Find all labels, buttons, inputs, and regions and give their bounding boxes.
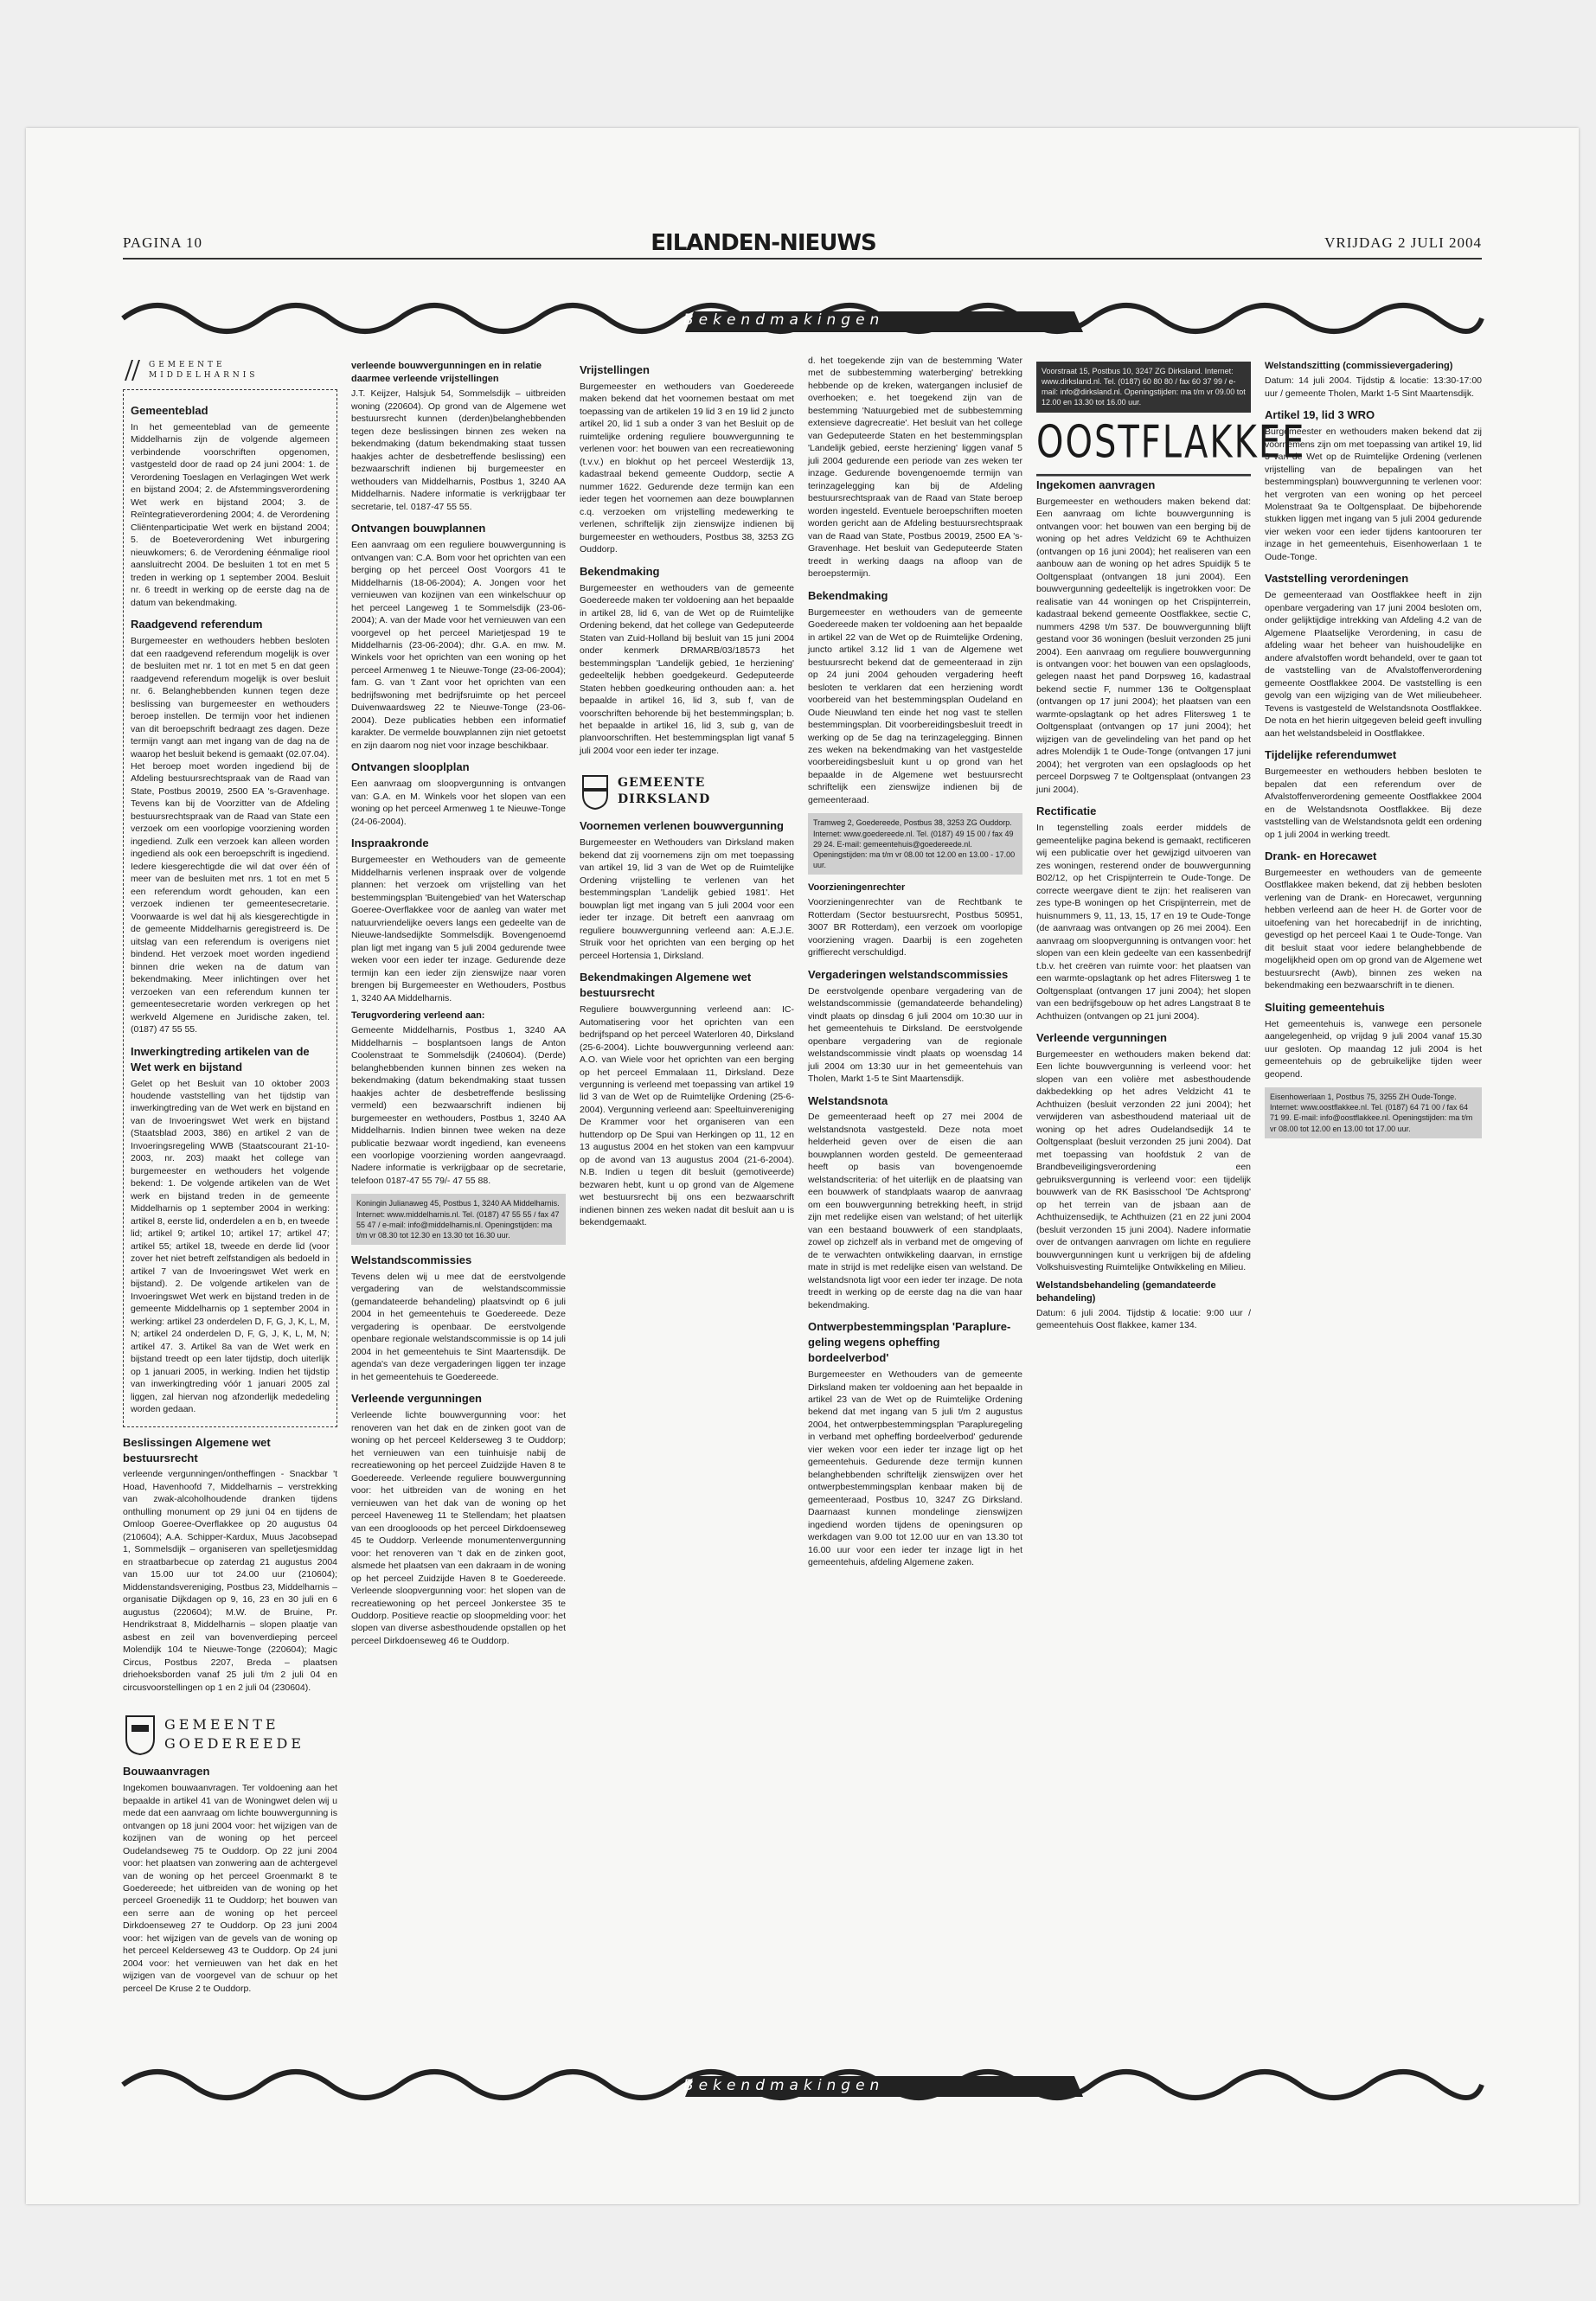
section-heading: Sluiting gemeentehuis (1265, 1000, 1385, 1014)
section-text: Burgemeester en wethouders hebben besloten dat een raadgevend referendum mogelijk is over de besluiten met nr. 1 tot en met 5 en dat geen raadgevend referendum mogelijk is over besluit nr. 6. Belanghebbenden kunnen tegen deze beslissing van burgemeester en wethouders beroep instellen. De termijn voor het indienen van dit beroepschrift bedraagt zes dagen. Deze termijn vangt aan met ingang van de dag na de waarop het besluit bekend is gemaakt (02.07.04). Het beroep moet worden ingediend bij de Afdeling bestuursrechtspraak van de Raad van State, Postbus 20019, 2500 EA 's-Gravenhage. Tevens kan bij de Voorzitter van de Afdeling bestuursrechtspraak van de Raad van State een verzoek om een voorlopige voorziening worden ingediend. Zulk een verzoek kan alleen worden ingediend als ook een beroepschrift is ingediend. Iedere kiesgerechtigde die wil dat over één of meer van de besluiten met nrs. 1 tot en met 5 een referendum wordt gehouden, kan een verzoek indienen ter gemeentesecretarie. Voorwaarde is wel dat hij als kiesgerechtigde in de gemeente Middelharnis geregistreerd is. De uitslag van een referendum is overigens niet bindend. Het verzoek moet worden ingediend binnen drie weken na de datum van bekendmaking. Meer inlichtingen over het verzoeken van een referendum kunnen ter gemeentesecretarie worden verkregen op het werkveld Algemene en Juridische zaken, tel. (0187) 47 55 55. (131, 636, 330, 1035)
section-text: Een aanvraag om sloopvergunning is ontvangen van: G.A. en M. Winkels voor het slopen van een woning op het perceel Armenweg 1 te Nieuwe-Tonge (24-06-2004). (351, 779, 566, 827)
goedereede-logo-row (123, 1713, 337, 1756)
dirksland-crest-icon (580, 772, 611, 811)
column-four (808, 355, 1022, 2085)
section-text: Burgemeester en wethouders van de gemeente Goedereede maken ter voldoening aan het bepaalde in artikel 22 van de Wet op de Ruimtelijke Ordening, juncto artikel 3.12 lid 1 van de Algemene wet bestuursrecht bekend dat de gemeenteraad in zijn op 24 juni 2004 gehouden vergadering heeft besloten te verklaren dat een herziening wordt voorbereid van het bestemmingsplan Oudeland en Oude Nieuwland ten einde het nog vast te stellen bestemmingsplan. Dit voorbereidingsbesluit treedt in werking op de 5e dag na terinzagelegging. Binnen zes weken na bekendmaking van het vastgestelde voorbereidingsbesluit kunt u op grond van het bepaalde in de Algemene wet bestuursrecht schriftelijk een zienswijze indienen bij de gemeenteraad. (808, 606, 1022, 805)
section-heading: Artikel 19, lid 3 WRO (1265, 408, 1375, 422)
section-text: Burgemeester en wethouders van de gemeente Oostflakkee maken bekend, dat zij hebben besloten verlening van de Drank- en Horecawet, vergunning hebben verleend aan de heer H. de Gorter voor de uitoefening van het horecabedrijf in de inrichting, gevestigd op het perceel Kaai 1 te Oude-Tonge. Van dit besluit staat voor iedere belanghebbende de mogelijkheid open om op grond van de Algemene wet bestuursrecht (Awb), binnen zes weken na bekendmaking een bezwaarschrift in te dienen. (1265, 867, 1482, 991)
column-six (1265, 355, 1482, 2085)
section-text: De gemeenteraad heeft op 27 mei 2004 de welstandsnota vastgesteld. Deze nota moet helderheid geven over de eisen die aan bouwplannen worden gesteld. De gemeenteraad heeft op basis van bovengenoemde welstandscriteria: of het uiterlijk en de plaatsing van een bouwwerk of standplaats waarop de aanvraag om een bouwvergunning betrekking heeft, in strijd zijn met redelijke eisen van welstand; of het uiterlijk van een bestaand bouwwerk of een standplaats, zowel op zichzelf als in verband met de omgeving of de te verwachten ontwikkeling daarvan, in ernstige mate in strijd is met redelijke eisen van welstand. De welstandsnota ligt voor een ieder ter inzage. De nota treedt in werking op de eerste dag na die van haar bekendmaking. (808, 1112, 1022, 1311)
section-heading: Ontvangen bouwplannen (351, 522, 486, 535)
section-text: Burgemeester en wethouders maken bekend dat: Een lichte bouwvergunning is verleend voor: het slopen van een volière met asbesthoudende dakbedekking op het adres Veldzicht 41 te Achthuizen (besluit verzonden 22 juni 2004); het verwijderen van asbesthoudend materiaal uit de woning op het adres Oudelandsedijk 14 te Ooltgensplaat (besluit verzonden 25 juni 2004). Dat met toepassing van hoofdstuk 2 van de Brandbeveiligingsverordening een gebruiksvergunning is verleend voor: een tijdelijk bouwwerk van de RK Basisschool 'De Achtsprong' op het terrein van de jsbaan aan de Achthuizensedijk, te Achthuizen (21 en 22 juni 2004 (besluit verzonden 15 juni 2004). Nadere informatie over de ontvangen aanvragen om lichte en reguliere bouwvergunningen kunt u verkrijgen bij de afdeling Volkshuisvesting Ruimtelijke Ontwikkeling en Milieu. (1036, 1048, 1251, 1273)
bottom-banner-text: Bekendmakingen (683, 2077, 885, 2094)
section-text: Burgemeester en wethouders maken bekend dat zij voornemens zijn om met toepassing van artikel 19, lid 3 van de Wet op de Ruimtelijke Ordening (verlenen vrijstelling van de bepalingen van het bestemmingsplan) bouwvergunning te verlenen voor: het vergroten van een woning op het perceel Molenstraat 9a te Ooltgensplaat. De bijbehorende stukken liggen met ingang van 5 juli 2004 gedurende vier weken voor een ieder tijdens kantooruren ter inzage in het gemeentehuis, Eisenhowerlaan 1 te Oude-Tonge. (1265, 426, 1482, 562)
section-heading: Vergaderingen welstandscommissies (808, 967, 1009, 981)
section-heading: Ontvangen slooplplan (351, 760, 470, 774)
section-text: Ingekomen bouwaanvragen. Ter voldoening aan het bepaalde in artikel 41 van de Woningwet delen wij u mede dat een aanvraag om lichte bouwvergunning is ontvangen op 18 juni 2004 voor: het wijzigen van de kozijnen van de woning op het perceel Oudelandseweg 75 te Ouddorp. Op 22 juni 2004 voor: het plaatsen van zonwering aan de achtergevel van de woning op het perceel Groenmarkt 8 te Goedereede; het uitbreiden van de woning op het perceel Groenedijk 11 te Ouddorp; het bouwen van een serre aan de woning op het perceel Dirkdoenseweg 27 te Ouddorp. Op 23 juni 2004 voor: het wijzigen van de gevels van de woning op het perceel Kelderseweg 43 te Ouddorp. Op 24 juni 2004 voor: het vernieuwen van het dak en het wijzigen van de voorgevel van de schuur op het perceel De Kruse 2 te Ouddorp. (123, 1783, 337, 1994)
issue-date: VRIJDAG 2 JULI 2004 (1324, 234, 1482, 251)
section-text: Een aanvraag om een reguliere bouwvergunning is ontvangen van: C.A. Bom voor het oprichten van een berging op het perceel Oost Voorgors 41 te Middelharnis (18-06-2004); A. Jongen voor het vernieuwen van kozijnen van een winkelschuur op het perceel Langeweg 1 te Sommelsdijk (23-06-2004); A. van der Made voor het vernieuwen van een voorgevel op het perceel Marietjespad 19 te Middelharnis (23-06-2004); dhr. G.A. en mw. M. Winkels voor het oprichten van een woning op het perceel Armenweg 1 te Nieuwe-Tonge (23-06-2004); fam. G. van 't Zant voor het oprichten van een bedrijfswoning met bedrijfsruimte op het perceel Duivenwaardsweg 22 te Nieuwe-Tonge (23-06-2004). Deze publicaties hebben een informatief karakter. De vermelde bouwplannen zijn niet getoetst en zijn daarom nog niet voor inzage beschikbaar. (351, 540, 566, 751)
section-heading: Voornemen verlenen bouwvergunning (580, 819, 784, 833)
section-heading: Bouwaanvragen (123, 1765, 210, 1779)
newspaper-title: EILANDEN-NIEUWS (651, 230, 876, 256)
page-number: PAGINA 10 (123, 234, 202, 251)
section-heading: Beslissingen Algemene wet bestuursrecht (123, 1435, 271, 1465)
section-text: Tevens delen wij u mee dat de eerstvolgende vergadering van de welstandscommissie (gemandateerde behandeling) plaatsvindt op 6 juli 2004 in het gemeentehuis te Goedereede. Deze vergadering is openbaar. De eerstvolgende openbare regionale welstandscommissie is op 14 juli 2004 in het gemeentehuis te Sint Maartensdijk. De agenda's van deze vergaderingen liggen ter inzage in het gemeentehuis te Goedereede. (351, 1271, 566, 1382)
section-text: Voorzieningenrechter van de Rechtbank te Rotterdam (Sector bestuursrecht, Postbus 50951, 3007 BR Rotterdam), een verzoek om voorlopige voorziening vragen. Daarbij is een zogeheten griffierecht verschuldigd. (808, 897, 1022, 958)
section-heading: Drank- en Horecawet (1265, 849, 1377, 862)
dirksland-address-box: Voorstraat 15, Postbus 10, 3247 ZG Dirksland. Internet: www.dirksland.nl. Tel. (0187) 60 80 80 / fax 60 37 99 / e-mail: info@dirksland.nl. Openingstijden: ma t/m vr 09.00 tot 12.00 en 13.30 tot 16.00 uur. (1036, 362, 1251, 413)
masthead (123, 228, 1482, 260)
section-text: Burgemeester en wethouders van de gemeente Goedereede maken ter voldoening aan het bepaalde in artikel 28, lid 6, van de Wet op de Ruimtelijke Ordening bekend, dat het college van Gedeputeerde Staten van Zuid-Holland bij besluit van 15 juni 2004 onder kenmerk DRMARB/03/18573 het bestemmingsplan 'Landelijk gebied, 1e herziening' gedeeltelijk hebben goedgekeurd. Gedeputeerde Staten hebben goedkeuring onthouden aan: a. het bepaalde in artikel 16, lid 3, sub f, van de voorschriften behorende bij het bestemmingsplan; b. het bepaalde in artikel 16, lid 3, sub g, van de planvoorschriften. Het bestemmingsplan ligt vanaf 5 juli 2004 voor een ieder ter inzage. (580, 582, 794, 756)
top-banner-text: Bekendmakingen (683, 311, 885, 329)
section-text: Burgemeester en wethouders van Goedereede maken bekend dat het voornemen bestaat om met toepassing van de artikelen 19 lid 3 en 19 lid 2 juncto artikel 20, lid 1 sub a onder 3 van het Besluit op de ruimtelijke ordening reguliere bouwvergunning te verlenen voor: het bouwen van een recreatiewoning (t.v.v.) en blokhut op het perceel Westerdijk 13, kadastraal bekend gemeente Ouddorp, sectie A nummer 1622. Gedurende deze termijn kan een ieder tegen het voornemen aan deze bouwplannen c.q. verzoeken om vrijstelling medewerking te verlenen, schriftelijk zijn zienswijze indienen bij burgemeester en wethouders, Postbus 38, 3253 ZG Ouddorp. (580, 381, 794, 555)
section-text: Datum: 6 juli 2004. Tijdstip & locatie: 9:00 uur / gemeentehuis Oost flakkee, kamer 134. (1036, 1308, 1251, 1331)
section-heading: Tijdelijke referendumwet (1265, 748, 1397, 762)
section-heading: Verleende vergunningen (351, 1392, 482, 1406)
section-heading: Welstandszitting (commissievergadering) (1265, 361, 1453, 371)
section-text: In tegenstelling zoals eerder middels de gemeentelijke pagina bekend is gemaakt, rectificeren wij een publicatie over het gewijzigd uitvoeren van zes woningen, resterend onder de bouwvergunning B02/12, op het Crispijnterrein te Oude-Tonge. De correcte weergave dient te zijn: het realiseren van zes type-B woningen op het Crispijnterrein, met de huisnummers 9, 11, 13, 15, 17 en 19 te Oude-Tonge (de aanvraag was ontvangen op 26 mei 2004). Een aanvraag om sloopvergunning is ontvangen voor: het slopen van een klein gedeelte van een kassenbedrijf t.b.v. het creëren van ruimte voor: het plaatsen van een warmte-opslagtank op het adres Flitersweg 1 te Ooltgensplaat (ontvangen 17 juni 2004); het slopen van een bedrijfsgebouw op het adres Langstraat 8 te Achthuizen (ontvangen op 21 juni 2004). (1036, 823, 1251, 1022)
section-heading: Ingekomen aanvragen (1036, 478, 1156, 491)
middelharnis-logo-row (123, 358, 337, 382)
section-heading: verleende bouwvergunningen en in relatie daarmee verleende vrijstellingen (351, 361, 542, 385)
section-text: Burgemeester en Wethouders van de gemeente Middelharnis verlenen inspraak over de volgende plannen: het verzoek om vrijstelling van het bestemmingsplan 'Buitengebied' van het Waterschap Goeree-Overflakkee voor de aanleg van water met natuurvriendelijke oevers langs een gedeelte van de Nieuwe-landsedijkte Sommelsdijk. Bovengenoemd plan ligt met ingang van 5 juli 2004 gedurende twee weken voor een ieder ter inzage. Gedurende deze termijn kan een ieder zijn zienswijze naar voren brengen bij Burgemeester en Wethouders, Postbus 1, 3240 AA Middelharnis. (351, 855, 566, 1003)
section-heading: Bekendmaking (808, 588, 888, 602)
oostflakkee-address-box: Eisenhowerlaan 1, Postbus 75, 3255 ZH Oude-Tonge. Internet: www.oostflakkee.nl. Tel. (0187) 64 71 00 / fax 64 71 99. E-mail: info@oostflakkee.nl. Openingstijden: ma t/m vr 08.00 tot 12.00 en 13.00 tot 17.00 uur. (1265, 1087, 1482, 1138)
section-text: Datum: 14 juli 2004. Tijdstip & locatie: 13:30-17:00 uur / gemeente Tholen, Markt 1-5 Sint Maartensdijk. (1265, 375, 1482, 399)
section-text: Burgemeester en wethouders maken bekend dat: Een aanvraag om lichte bouwvergunning is ontvangen voor: het bouwen van een berging bij de woning op het adres Veldzicht 69 te Achthuizen (ontvangen op 16 juni 2004); het realiseren van een aanbouw aan de woning op het adres Spuidijk 5 te Ooltgensplaat (ontvangen 18 juni 2004). Een bouwvergunning gedeeltelijk is ingetrokken voor: De realisatie van 44 woningen op het Crispijnterrein, kadastraal bekend gemeente Oostflakkee, sectie C, nummers 4298 t/m 537. De bouwvergunning blijft gestand voor 36 woningen (besluit verzonden 25 juni 2004). Een aanvraag om reguliere bouwvergunning is ontvangen voor: het bouwen van een opslagloods, gelegen naast het pand Dorpsweg 16, kadastraal bekend sectie F, nummer 136 te Ooltgensplaat (ontvangen op 17 juni 2004); het plaatsen van een warmte-opslagtank op het adres Flitersweg 1 te Ooltgensplaat (ontvangen op 17 juni 2004); het wijzigen van de gevelindeling van het pand op het adres Molendijk 1 te Oude-Tonge (ontvangen 17 juni 2004); het vergroten van een opslagloods op het perceel Dorpsweg 7 te Ooltgensplaat (ontvangen 23 juni 2004). (1036, 496, 1251, 795)
section-text: d. het toegekende zijn van de bestemming 'Water met de subbestemming waterberging' betrekking hebbende op de kreken, watergangen inclusief de overhoeken; e. het toegekend zijn van de bestemming 'Natuurgebied met de subbestemming extensieve dagrecreatie'. Het besluit van het college van Gedeputeerde Staten en het bestemmingsplan 'Landelijk gebied, eerste herziening' liggen vanaf 5 juli 2004 gedurende een periode van zes weken ter inzage. Gedurende bovengenoemde termijn van terinzagelegging kan bij de Afdeling bestuursrechtspraak van de Raad van State beroep worden ingesteld. Eventuele beroepschriften moeten worden gericht aan de Afdeling bestuursrechtspraak van de Raad van State, Postbus 20019, 2500 EA 's-Gravenhage. Het besluit van Gedeputeerde Staten treedt in werking daags na afloop van de beroepstermijn. (808, 356, 1022, 580)
section-heading: Vrijstellingen (580, 363, 650, 376)
section-text: Het gemeentehuis is, vanwege een personele aangelegenheid, op vrijdag 9 juli 2004 vanaf 15.30 uur gesloten. Op maandag 12 juli 2004 is het gemeentehuis op de gebruikelijke tijden weer geopend. (1265, 1018, 1482, 1080)
newspaper-page (26, 128, 1579, 2204)
section-heading: Vaststelling verordeningen (1265, 572, 1409, 586)
section-heading: Raadgevend referendum (131, 618, 263, 631)
goedereede-address-box: Tramweg 2, Goedereede, Postbus 38, 3253 ZG Ouddorp. Internet: www.goedereede.nl. Tel. (0187) 49 15 00 / fax 49 29 24. E-mail: gemeentehuis@goedereede.nl. Openingstijden: ma t/m vr 08.00 tot 12.00 en 13.00 - 17.00 uur. (808, 813, 1022, 875)
section-heading: Welstandsbehandeling (gemandateerde behandeling) (1036, 1279, 1216, 1304)
section-heading: Inwerkingtreding artikelen van de Wet werk en bijstand (131, 1044, 310, 1074)
section-heading: Voorzieningenrechter (808, 882, 906, 894)
section-text: Verleende lichte bouwvergunning voor: het renoveren van het dak en de zinken goot van de woning op het perceel Kelderseweg 3 te Ouddorp; het vernieuwen van een tuinhuisje nabij de recreatiewoning op het perceel Zuidzijde Haven 8 te Goedereede. Verleende reguliere bouwvergunning voor: het uitbreiden van de woning en het vernieuwen van het dak van de woning op het perceel Haveneweg 11 te Stellendam; het plaatsen van een drooglooods op het perceel Dirkdoenseweg 45 te Ouddorp. Verleende monumentenvergunning voor: het renoveren van 't dak en de zinken goot, alsmede het plaatsen van een dakraam in de woning op het perceel Zuidzijde Haven 8 te Goedereede. Verleende sloopvergunning voor: het slopen van de recreatiewoning op het perceel Jonkerstee 35 te Ouddorp. Positieve reactie op sloopmelding voor: het slopen van diverse asbesthoudende opstallen op het perceel Dirkdoenseweg 46 te Ouddorp. (351, 1410, 566, 1646)
middelharnis-address-box: Koningin Julianaweg 45, Postbus 1, 3240 AA Middelharnis. Internet: www.middelharnis.nl. Tel. (0187) 47 55 55 / fax 47 55 47 / e-mail: info@middelharnis.nl. Openingstijden: ma t/m vr 08.30 tot 12.30 en 13.30 tot 16.30 uur. (351, 1194, 566, 1245)
column-three (580, 355, 794, 2085)
section-heading: Ontwerpbestemmingsplan 'Parapluregeling wegens opheffing bordeelverbod' (808, 1320, 1011, 1365)
section-heading: Terugvordering verleend aan: (351, 1009, 485, 1021)
dirksland-logo: GEMEENTE DIRKSLAND (618, 776, 711, 807)
section-heading: Inspraakronde (351, 836, 429, 850)
oostflakkee-logo: OOSTFLAKKEE (1036, 412, 1251, 476)
section-text: Burgemeester en Wethouders van de gemeente Dirksland maken ter voldoening aan het bepaalde in artikel 23 van de Wet op de Ruimtelijke Ordening bekend dat met ingang van 5 juli t/m 2 augustus 2004, het ontwerpbestemmingsplan 'Parapluregeling in verband met opheffing bordeelverbod' gedurende vier weken voor een ieder ter inzage ligt op het gemeentehuis. Gedurende deze termijn kunnen belanghebbenden schriftelijk zienswijzen over het ontwerpbestemmingsplan kenbaar maken bij de gemeenteraad, Postbus 10, 3247 ZG Dirksland. Daarnaast kunnen mondelinge zienswijzen ingediend worden tijdens de openingsuren op werkdagen van 9.00 tot 12.00 uur en van 13.30 tot 16.00 uur voor een ieder ter inzage ligt in het gemeentehuis, afdeling Algemene zaken. (808, 1369, 1022, 1568)
section-text: De eerstvolgende openbare vergadering van de welstandscommissie (gemandateerde behandeling) vindt plaats op dinsdag 6 juli 2004 om 10:30 uur in het gemeentehuis te Dirksland. De eerstvolgende openbare vergadering van de regionale welstandscommissie vindt plaats op woensdag 14 juli 2004 om 13:30 uur in het gemeentehuis van Tholen, Markt 1-5 te Sint Maartensdijk. (808, 985, 1022, 1085)
section-heading: Bekendmaking (580, 564, 660, 578)
section-text: Burgemeester en wethouders hebben besloten te bepalen dat een referendum over de Afvalstoffenverordening gemeente Oostflakkee 2004 en de Welstandsnota Oostflakkee. Bij deze vaststelling van de Welstandsnota geldt een ordening op 1 juli 2004 in werking treedt. (1265, 766, 1482, 840)
section-text: verleende vergunningen/ontheffingen - Snackbar 't Hoad, Havenhoofd 7, Middelharnis – verstrekking van zwak-alcoholhoudende dranken tijdens onthulling monument op 29 juni 04 en tijdens de Omloop Goeree-Overflakkee op 20 augustus 04 (210604); A.A. Schipper-Kardux, Muus Jacobsepad 1, Sommelsdijk – organiseren van spelletjesmiddag en straatbarbecue op zaterdag 21 augustus 2004 van 15.00 uur tot 24.00 uur (210604); Middenstandsvereniging, Postbus 23, Middelharnis – organisatie Dijkdagen op 9, 16, 23 en 30 juli en 6 augustus (220604); M.W. de Bruine, Pr. Hendrikstraat 8, Middelharnis – slopen plaatje van asbest en zeil van bovenverdieping perceel Molendijk 104 te Nieuwe-Tonge (220604); Magic Circus, Postbus 2207, Breda – plaatsen driehoeksborden vanaf 25 juli t/m 2 juli 04 en circusvoorstellingen op 1 en 2 juli 04 (230604). (123, 1469, 337, 1693)
section-text: Reguliere bouwvergunning verleend aan: IC-Automatisering voor het oprichten van een bedrijfspand op het perceel Waterloren 40, Dirksland (25-6-2004). Lichte bouwvergunning verleend aan: A.O. van Wiele voor het oprichten van een berging op het perceel Emmalaan 11, Dirksland. Deze vergunning is verleend met toepassing van artikel 19 lid 3 van de Wet op de Ruimtelijke Ordening (25-6-2004). Vergunning verleend aan: Speeltuinvereniging De Krammer voor het organiseren van een huttendorp op De Spui van Herkingen op 11, 12 en 13 augustus 2004 en het stoken van een kampvuur op de avond van 13 augustus 2004 (21-6-2004). N.B. Indien u tegen dit besluit (gemotiveerde) bezwaren hebt, kunt u op grond van de Algemene wet bestuursrecht bij ons een bezwaarschrift indienen binnen zes weken nadat dit besluit aan u is bekendgemaakt. (580, 1004, 794, 1228)
section-text: De gemeenteraad van Oostflakkee heeft in zijn openbare vergadering van 17 juni 2004 besloten om, onder gelijktijdige intrekking van Afdeling 4.2 van de Algemene Plaatselijke Verordening, in casu de afdeling waar het beheer van huishoudelijke en andere afvalstoffen wordt behandeld, over te gaan tot de vaststelling van de Afvalstoffenverordening gemeente Oostflakkee 2004. De vaststelling is een gevolg van een wijziging van de Wet milieubeheer. Tevens is vastgesteld de Welstandsnota Oostflakkee. De nota en het hierin uitgegeven beleid geeft invulling aan het welstandsbeleid in Oostflakkee. (1265, 590, 1482, 739)
section-text: Burgemeester en Wethouders van Dirksland maken bekend dat zij voornemens zijn om met toepassing van artikel 19, lid 3 van de Wet op de Ruimtelijke Ordening vrijstelling te verlenen van het bestemmingsplan 'Landelijk gebied 1981'. Het bouwplan ligt met ingang van 5 juli 2004 voor een ieder ter inzage. Dit betreft een aanvraag om reguliere bouwvergunning verleend aan: A.E.J.E. Struik voor het oprichten van een berging op het perceel Hortensia 1, Dirksland. (580, 837, 794, 961)
section-text: J.T. Keijzer, Halsjuk 54, Sommelsdijk – uitbreiden woning (220604). Op grond van de Algemene wet bestuursrecht kunnen (derden)belanghebbenden tegen deze beslissingen binnen zes weken na bekendmaking (datum bekendmaking staat tussen haakjes achter de desbetreffende beslissing) een bezwaarschrift indienen bij burgemeester en wethouders van Middelharnis, Postbus 1, 3240 AA Middelharnis. Nadere informatie is verkrijgbaar ter secretarie, tel. 0187-47 55 55. (351, 388, 566, 512)
column-five (1036, 355, 1306, 2085)
middelharnis-logo-icon (123, 358, 142, 382)
middelharnis-logo: GEMEENTE MIDDELHARNIS (149, 360, 259, 380)
section-heading: Gemeenteblad (131, 404, 208, 417)
dirksland-logo-row (580, 772, 794, 811)
section-heading: Welstandsnota (808, 1093, 888, 1107)
section-heading: Welstandscommissies (351, 1253, 472, 1267)
goedereede-crest-icon (123, 1713, 157, 1756)
section-heading: Rectificatie (1036, 804, 1097, 818)
section-text: Gelet op het Besluit van 10 oktober 2003 houdende vaststelling van het tijdstip van inwerkingtreding van de Wet werk en bijstand en van de Invoeringswet Wet werk en bijstand (Staatsblad 2003, 386) en artikel 2 van de Invoeringsregeling WWB (Staatscourant 21-10-2003, nr. 203) maakt het college van burgemeester en wethouders het volgende bekend: 1. De volgende artikelen van de Wet werk en bijstand treden in de gemeente Middelharnis op 1 september 2004 in werking: artikel 8, eerste lid, onderdelen a en b, en tweede lid; artikel 9; artikel 10; artikel 17; artikel 47; artikel 55; artikel 18, tweede en derde lid (voor zover het niet betreft zelfstandigen als bedoeld in artikel 7 van de Invoeringswet Wet werk en bijstand). 2. De volgende artikelen van de Invoeringswet Wet werk en bijstand treden in de gemeente Middelharnis op 1 september 2004 in werking: artikel 23 onderdelen D, F, G, J, K, L, M, N; artikel 24 onderdelen D, F, G, J, K, L, M, N; artikel 47. 3. Artikel 8a van de Wet werk en bijstand treedt op een later tijdstip, doch uiterlijk op 1 januari 2005, in werking. Indien het tijdstip van inwerkingtreding vóór 1 januari 2005 zal liggen, zal hiervan nog afzonderlijk mededeling worden gedaan. (131, 1078, 330, 1415)
section-text: Gemeente Middelharnis, Postbus 1, 3240 AA Middelharnis – bosplantsoen langs de Anton Coolenstraat te Sommelsdijk (240604). (Derde) belanghebbenden kunnen binnen zes weken na bekendmaking (datum bekendmaking staat tussen haakjes achter de desbetreffende beslissing vermeld) een bezwaarschrift indienen bij burgemeester en wethouders, Postbus 1, 3240 AA Middelharnis. Indien binnen twee weken na deze publicatie bezwaar wordt ingediend, kan eveneens een voorlopige voorziening worden aangevraagd. Nadere informatie is verkrijgbaar op de secretarie, telefoon 0187-47 55 79/- 47 55 88. (351, 1025, 566, 1186)
middelharnis-dashed-box (123, 389, 337, 1427)
column-two (351, 355, 566, 2085)
section-text: In het gemeenteblad van de gemeente Middelharnis zijn de volgende algemeen verbindende voorschriften opgenomen, vastgesteld door de raad op 24 juni 2004: 1. de Verordening Toeslagen en Verlagingen Wet werk en bijstand 2004; 2. de Afstemmingsverordening Wet werk en bijstand 2004; 3. de Reïntegratieverordening 2004; 4. de Verordening Cliëntenparticipatie Wet werk en bijstand 2004; 5. de Boeteverordening Wet inburgering nieuwkomers; 6. de Verordening éénmalige riool aansluitrecht 2004. De besluiten 1 tot en met 5 treden in werking op 1 september 2004. Besluit nr. 6 treedt in werking op de eerste dag na de datum van bekendmaking. (131, 421, 330, 608)
column-middelharnis (123, 355, 337, 2085)
section-heading: Verleende vergunningen (1036, 1031, 1167, 1044)
section-heading: Bekendmakingen Algemene wet bestuursrecht (580, 971, 752, 1000)
goedereede-logo: GEMEENTE GOEDEREEDE (164, 1716, 304, 1753)
